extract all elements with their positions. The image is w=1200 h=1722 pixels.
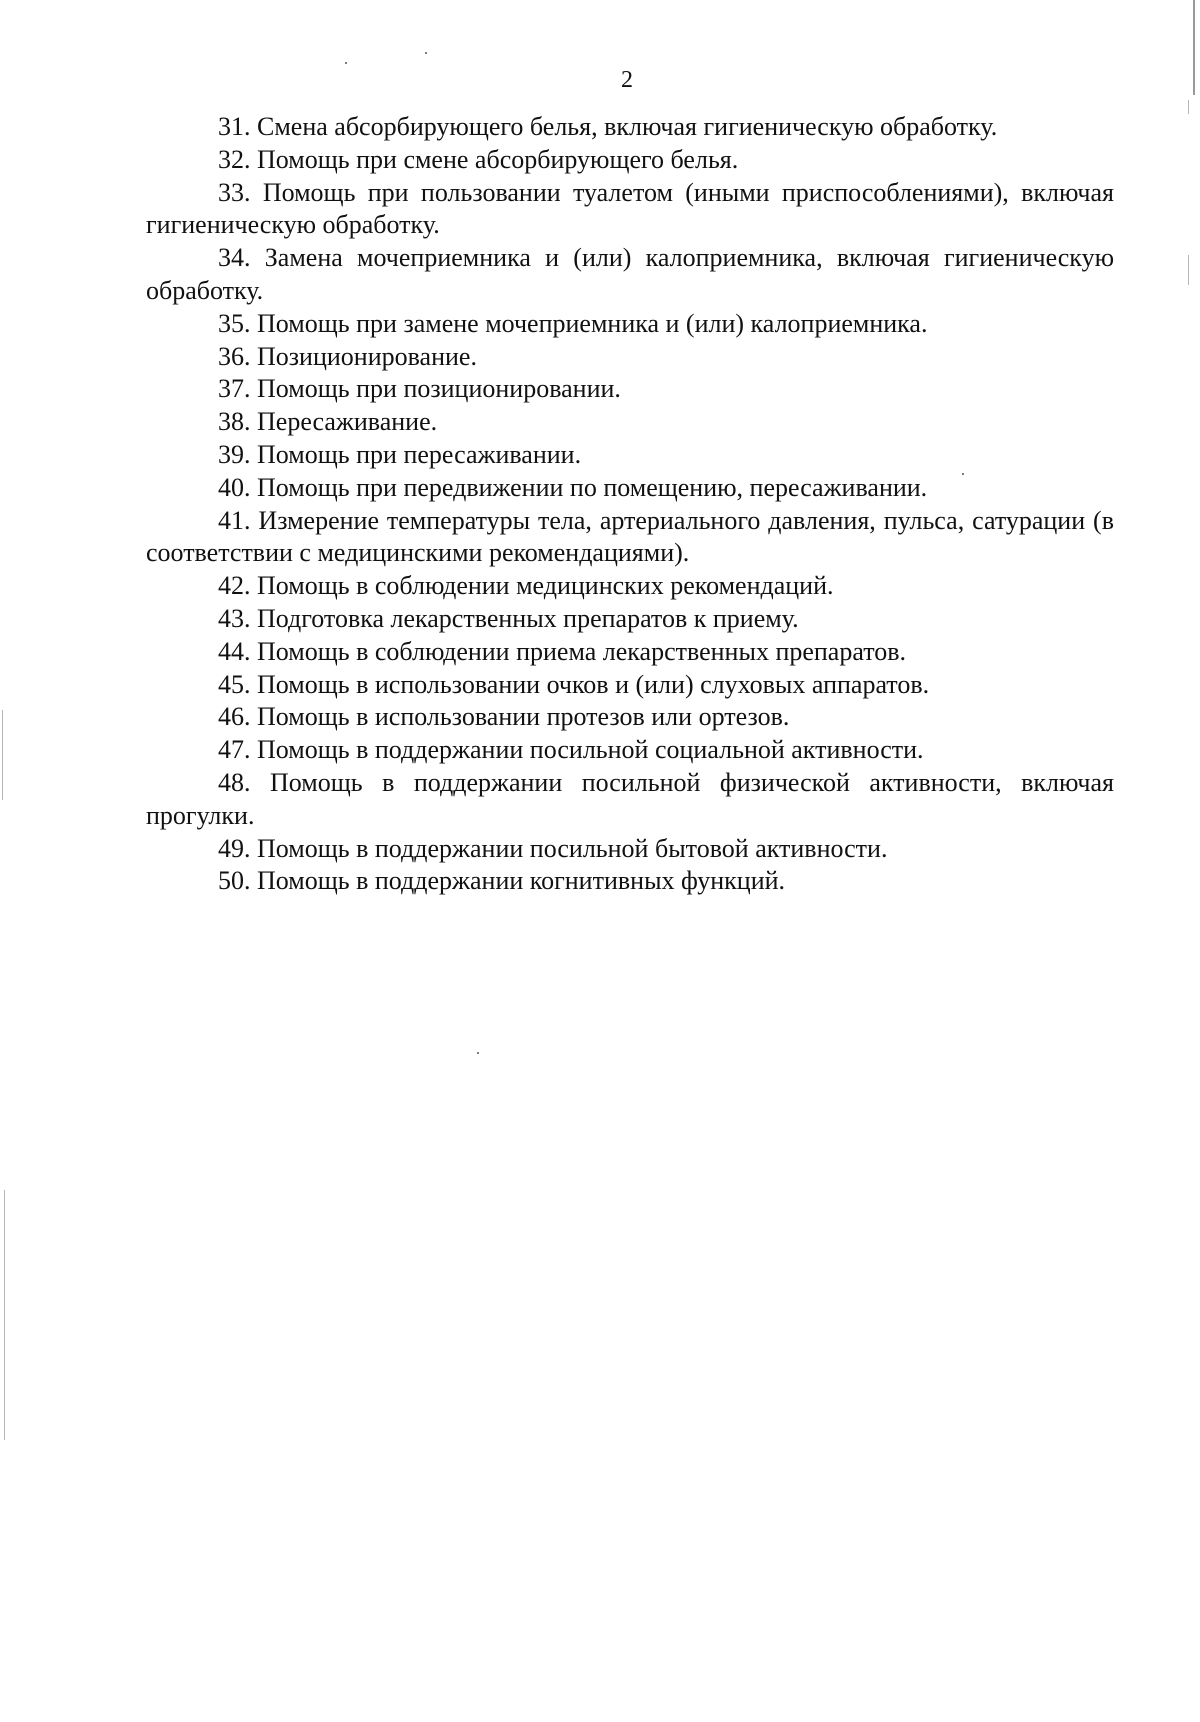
list-item: 40. Помощь при передвижении по помещению, пересаживании. <box>218 472 928 502</box>
numbered-list <box>146 111 1114 898</box>
list-item: 45. Помощь в использовании очков и (или) слуховых аппаратов. <box>218 669 930 699</box>
list-item: 50. Помощь в поддержании когнитивных функций. <box>218 866 786 896</box>
scan-speck <box>477 1052 479 1054</box>
scan-edge-dash <box>2 710 3 800</box>
page-number: 2 <box>621 67 633 93</box>
list-item: 42. Помощь в соблюдении медицинских рекомендаций. <box>218 571 834 601</box>
scan-speck <box>425 52 427 54</box>
scan-speck <box>345 62 347 64</box>
list-item: 47. Помощь в поддержании посильной социальной активности. <box>218 735 924 765</box>
scan-edge-dash <box>1188 255 1189 285</box>
scan-edge-dash <box>1188 100 1189 114</box>
list-item: 32. Помощь при смене абсорбирующего белья. <box>218 144 739 174</box>
list-item: 35. Помощь при замене мочеприемника и (или) калоприемника. <box>218 308 928 338</box>
scan-edge-dash <box>4 1190 5 1440</box>
list-item: 39. Помощь при пересаживании. <box>218 439 582 469</box>
list-item: 44. Помощь в соблюдении приема лекарственных препаратов. <box>218 636 907 666</box>
list-item: 33. Помощь при пользовании туалетом (иными приспособлениями), включая гигиеническую обработку. <box>146 177 1114 240</box>
list-item: 34. Замена мочеприемника и (или) калоприемника, включая гигиеническую обработку. <box>146 243 1114 305</box>
list-item: 46. Помощь в использовании протезов или ортезов. <box>218 702 790 732</box>
list-item: 41. Измерение температуры тела, артериального давления, пульса, сатурации (в соответствии с медицинскими рекомендациями). <box>146 505 1114 568</box>
list-item: 31. Смена абсорбирующего белья, включая гигиеническую обработку. <box>218 112 998 141</box>
list-item: 49. Помощь в поддержании посильной бытовой активности. <box>218 833 888 863</box>
list-item: 48. Помощь в поддержании посильной физической активности, включая прогулки. <box>146 767 1114 830</box>
list-item: 38. Пересаживание. <box>218 407 438 437</box>
list-item: 37. Помощь при позиционировании. <box>218 374 621 404</box>
list-item: 36. Позиционирование. <box>218 341 477 371</box>
list-item: 43. Подготовка лекарственных препаратов к приему. <box>218 603 799 633</box>
